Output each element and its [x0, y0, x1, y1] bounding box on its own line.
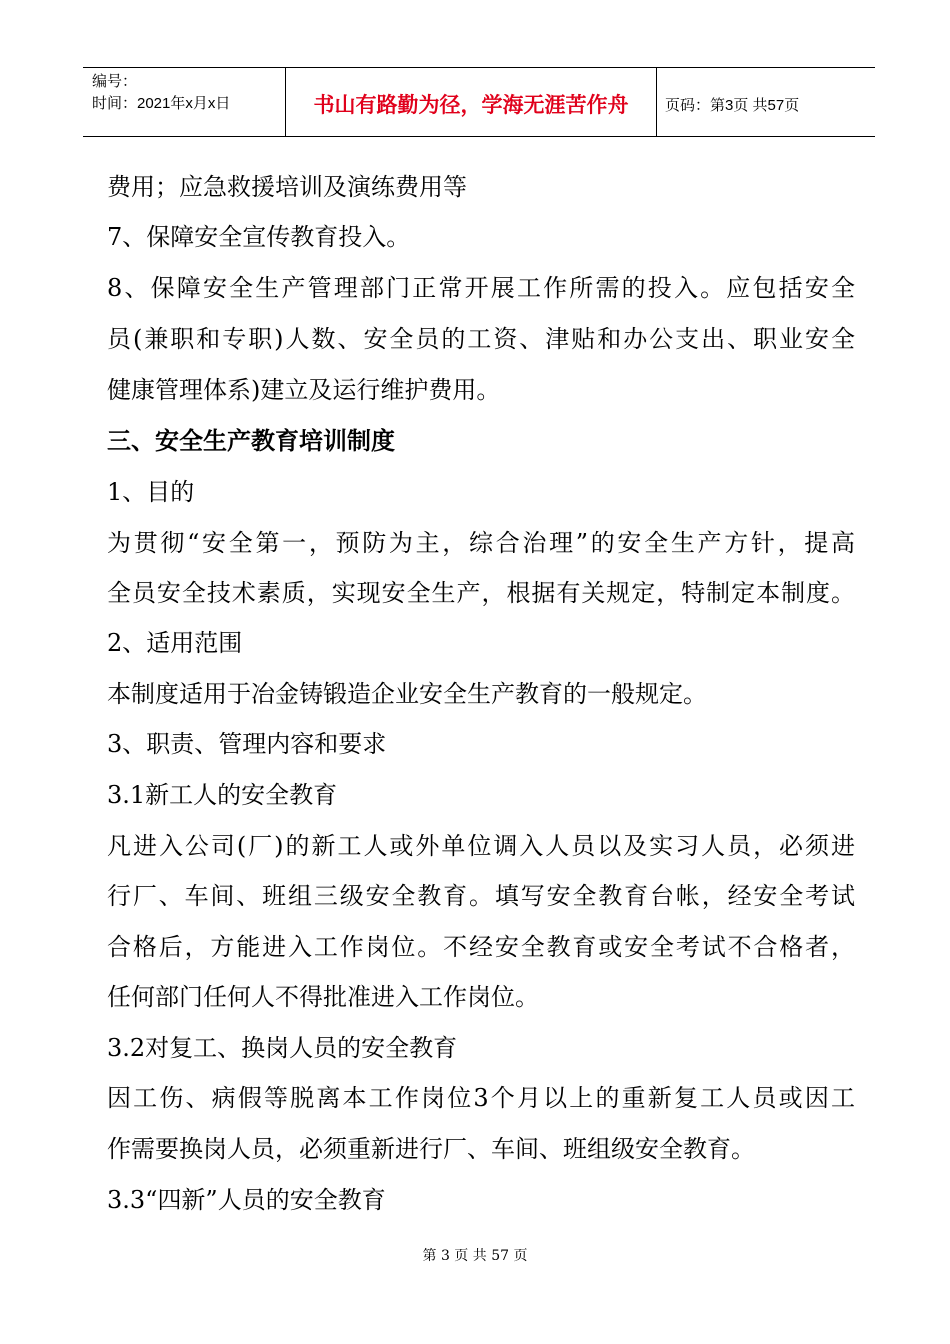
body-line: 凡进入公司(厂)的新工人或外单位调入人员以及实习人员，必须进	[107, 832, 855, 860]
body-line: 7、保障安全宣传教育投入。	[107, 223, 411, 251]
body-line: 全员安全技术素质，实现安全生产，根据有关规定，特制定本制度。	[107, 579, 855, 607]
body-line: 作需要换岗人员，必须重新进行厂、车间、班组级安全教育。	[107, 1135, 755, 1163]
body-line: 本制度适用于冶金铸锻造企业安全生产教育的一般规定。	[107, 680, 707, 708]
body-line: 3.1新工人的安全教育	[107, 781, 338, 809]
body-line: 行厂、车间、班组三级安全教育。填写安全教育台帐，经安全考试	[107, 882, 855, 910]
section-heading: 三、安全生产教育培训制度	[107, 427, 395, 455]
document-number-label: 编号：	[92, 73, 138, 90]
body-line: 8、保障安全生产管理部门正常开展工作所需的投入。应包括安全	[107, 274, 855, 302]
body-line: 合格后，方能进入工作岗位。不经安全教育或安全考试不合格者，	[107, 933, 855, 961]
page-footer: 第 3 页 共 57 页	[422, 1248, 528, 1264]
body-line: 为贯彻“安全第一，预防为主，综合治理”的安全生产方针，提高	[107, 529, 855, 557]
body-line: 2、适用范围	[107, 629, 243, 657]
body-line: 因工伤、病假等脱离本工作岗位3个月以上的重新复工人员或因工	[107, 1084, 855, 1112]
body-line: 任何部门任何人不得批准进入工作岗位。	[107, 983, 539, 1011]
page-header	[83, 67, 875, 137]
header-page-info: 页码：第3页 共57页	[665, 96, 800, 114]
body-line: 1、目的	[107, 478, 195, 506]
body-line: 3、职责、管理内容和要求	[107, 730, 387, 758]
body-line: 健康管理体系)建立及运行维护费用。	[107, 376, 501, 404]
document-time-label: 时间：2021年x月x日	[92, 95, 231, 112]
body-line: 费用；应急救援培训及演练费用等	[107, 173, 467, 201]
header-meta	[83, 68, 285, 136]
body-line: 员(兼职和专职)人数、安全员的工资、津贴和办公支出、职业安全	[107, 325, 855, 353]
body-line: 3.2对复工、换岗人员的安全教育	[107, 1034, 458, 1062]
body-line: 3.3“四新”人员的安全教育	[107, 1186, 386, 1214]
header-motto: 书山有路勤为径，学海无涯苦作舟	[285, 68, 657, 136]
